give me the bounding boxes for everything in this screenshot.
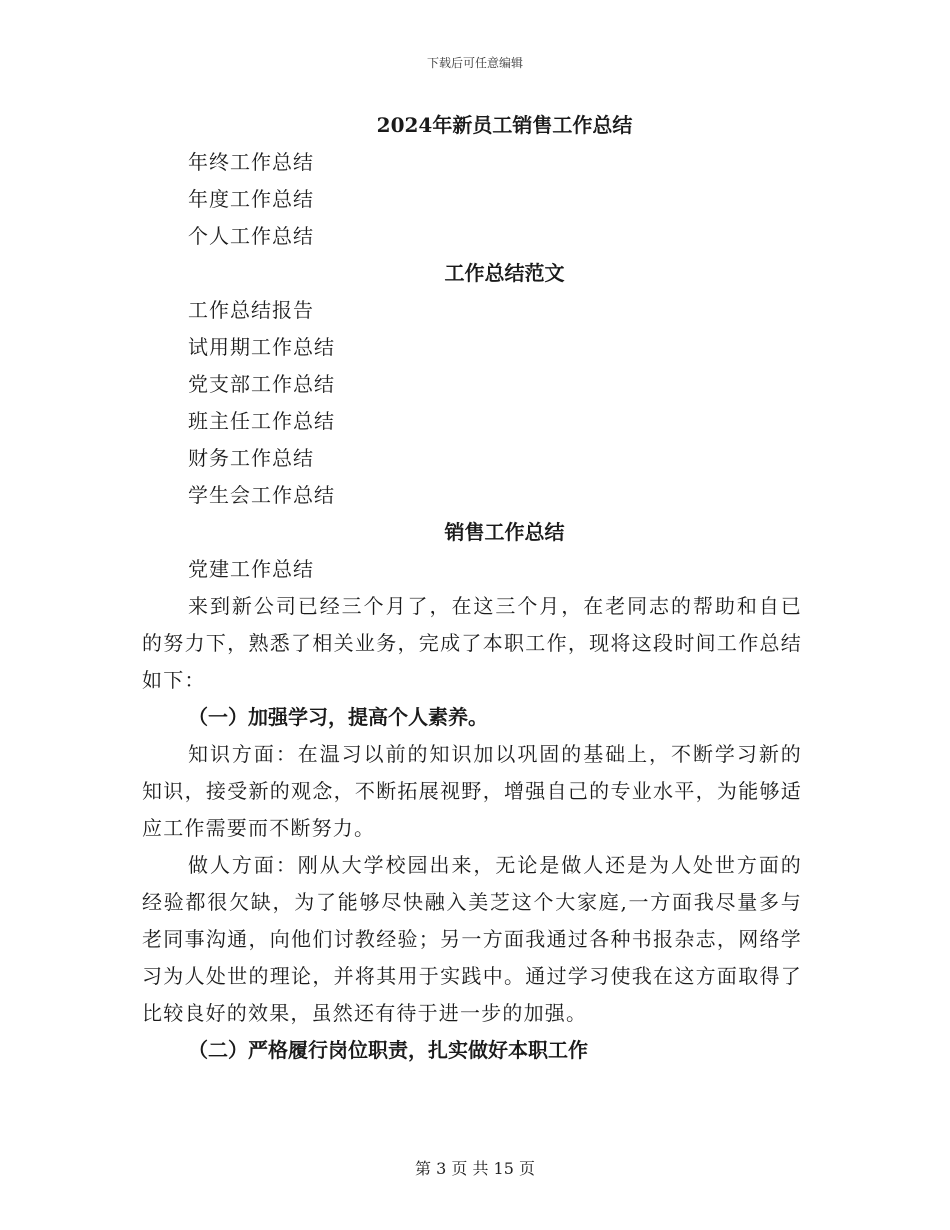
link-item[interactable]: 党支部工作总结 (188, 372, 335, 396)
document-title: 2024年新员工销售工作总结 (376, 113, 633, 137)
page-number: 第 3 页 共 15 页 (415, 1159, 535, 1178)
link-item[interactable]: 党建工作总结 (188, 557, 314, 581)
knowledge-paragraph: 知识方面：在温习以前的知识加以巩固的基础上，不断学习新的知识，接受新的观念，不断拓展视野，增强自己的专业水平，为能够适应工作需要而不断努力。 (142, 742, 802, 840)
link-item[interactable]: 学生会工作总结 (188, 483, 335, 507)
document-body (142, 107, 802, 1069)
link-item[interactable]: 工作总结报告 (188, 298, 314, 322)
subheading: （二）严格履行岗位职责，扎实做好本职工作 (188, 1038, 588, 1062)
link-item[interactable]: 班主任工作总结 (188, 409, 335, 433)
page-header: 下载后可任意编辑 (426, 56, 523, 70)
link-item[interactable]: 个人工作总结 (188, 224, 314, 248)
link-item[interactable]: 试用期工作总结 (188, 335, 335, 359)
link-item[interactable]: 年终工作总结 (188, 150, 314, 174)
section-title: 工作总结范文 (444, 261, 565, 285)
link-item[interactable]: 年度工作总结 (188, 187, 314, 211)
link-item[interactable]: 财务工作总结 (188, 446, 314, 470)
intro-paragraph: 来到新公司已经三个月了，在这三个月，在老同志的帮助和自已的努力下，熟悉了相关业务，完成了本职工作，现将这段时间工作总结如下： (142, 594, 802, 692)
subheading: （一）加强学习，提高个人素养。 (188, 705, 488, 729)
section-title: 销售工作总结 (444, 520, 565, 544)
conduct-paragraph: 做人方面：刚从大学校园出来，无论是做人还是为人处世方面的经验都很欠缺，为了能够尽快融入美芝这个大家庭,一方面我尽量多与老同事沟通，向他们讨教经验；另一方面我通过各种书报杂志，网络学习为人处世的理论，并将其用于实践中。通过学习使我在这方面取得了比较良好的效果，虽然还有待于进一步的加强。 (142, 853, 802, 1025)
